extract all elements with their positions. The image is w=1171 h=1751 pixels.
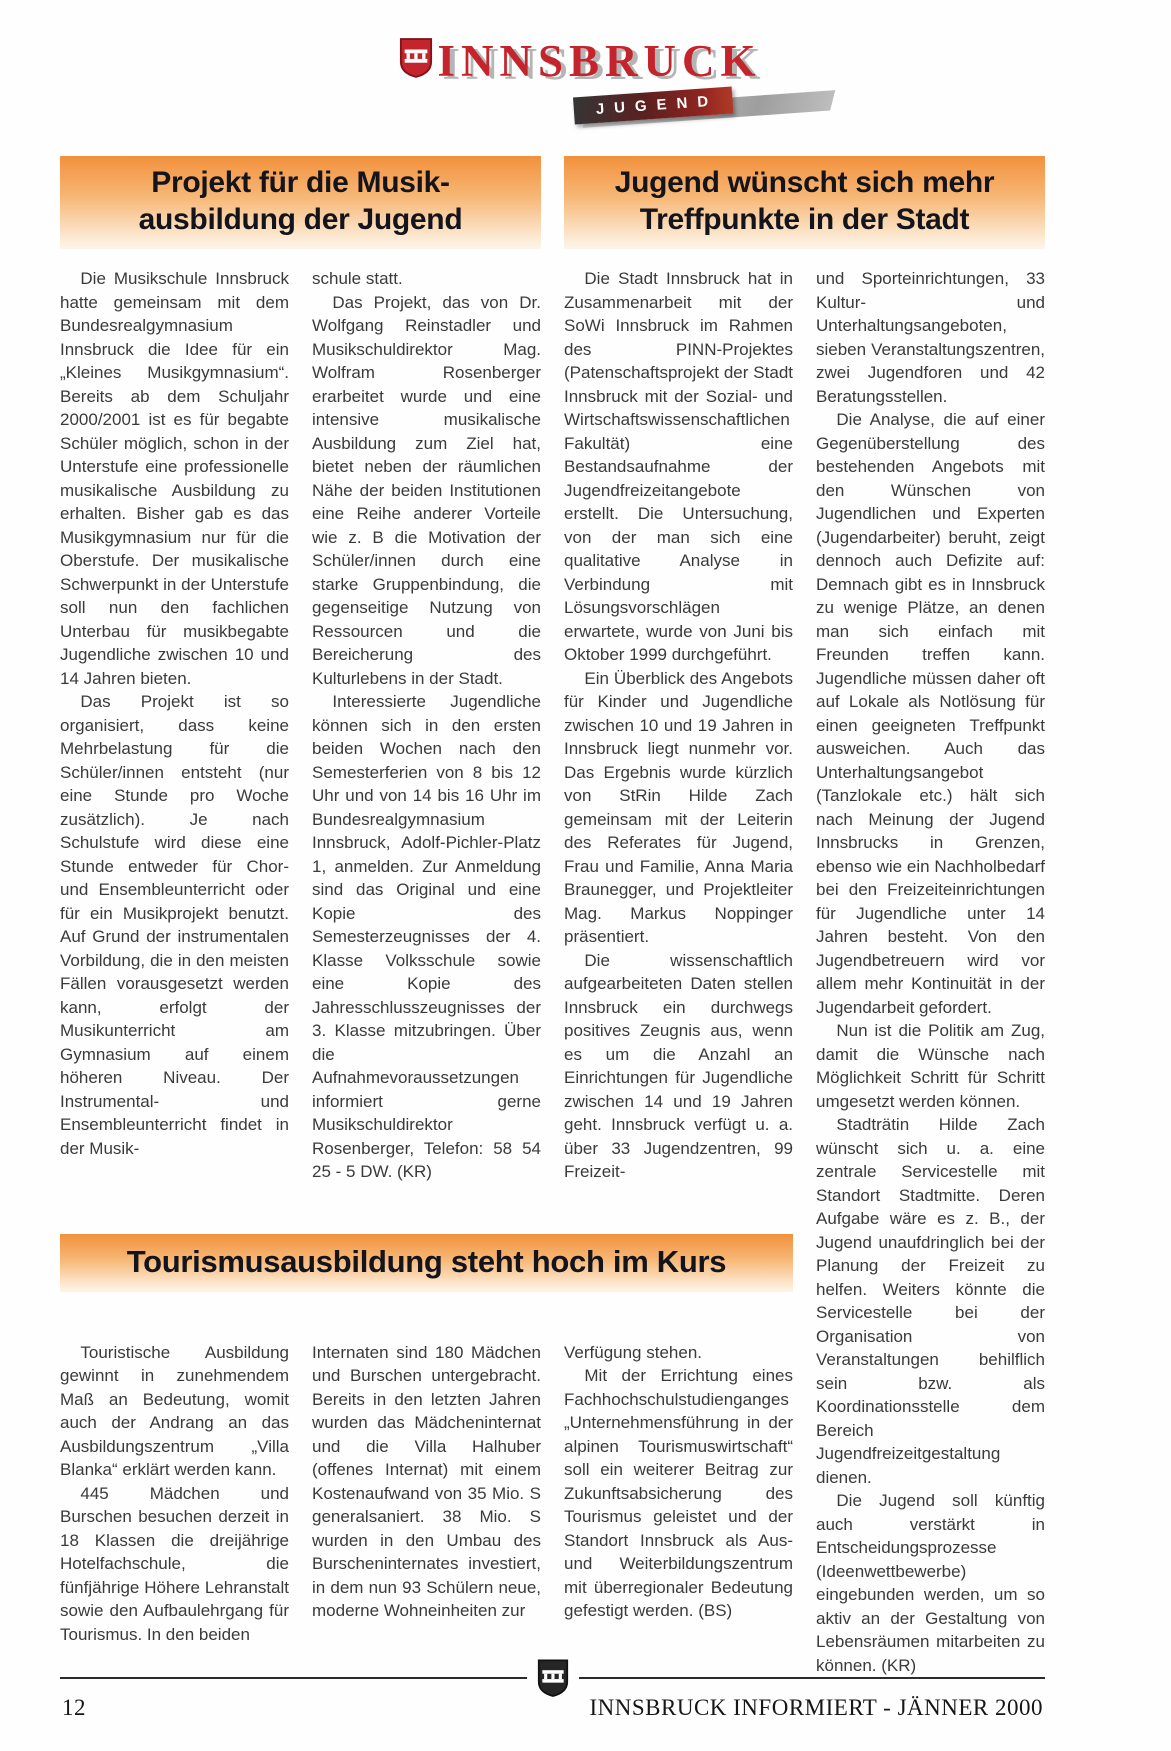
article-treffpunkte-title [564,156,1045,249]
paragraph: Die wissenschaftlich aufgearbeiteten Daten stellen Innsbruck ein durchwegs positives Zeugnis aus, wenn es um die Anzahl an Einrichtungen für Jugendliche zwischen 14 und 19 Jahren geht. Innsbruck verfügt u. a. über 33 Jugendzentren, 99 Freizeit- [564,950,793,1181]
banner-row [88,90,1073,132]
paragraph: schule statt. [312,269,403,288]
paragraph: Die Musikschule Innsbruck hatte gemeinsam mit dem Bundesrealgymnasium Innsbruck die Idee für ein „Kleines Musikgymnasium“. Bereits ab dem Schuljahr 2000/2001 ist es für begabte Schüler möglich, schon in der Unterstufe eine professionelle musikalische Ausbildung zu erhalten. Bisher gab es das Musikgymnasium nur für die Oberstufe. Der musikalische Schwerpunkt in der Unterstufe soll nun den fachlichen Unterbau für musikbegabte Jugendliche zwischen 10 und 14 Jahren bieten. [60,269,289,688]
page-footer [60,1677,1045,1725]
paragraph: Die Analyse, die auf einer Gegenüberstellung des bestehenden Angebots mit den Wünschen von Jugendlichen und Experten (Jugendarbeiter) beruht, zeigt dennoch auch Defizite auf: Demnach gibt es in Innsbruck zu wenige Plätze, an denen man sich einfach mit Freunden treffen kann. Jugendliche müssen daher oft auf Lokale als Notlösung für einen geeigneten Treffpunkt ausweichen. Auch das Unterhaltungsangebot (Tanzlokale etc.) hält sich nach Meinung der Jugend Innsbrucks in Grenzen, ebenso wie ein Nachholbedarf bei den Freizeiteinrichtungen für Jugendliche unter 14 Jahren besteht. Von den Jugendbetreuern wird vor allem mehr Kontinuität in der Jugendarbeit gefordert. [816,410,1045,1017]
article-treffpunkte-column-1 [564,267,793,1184]
article-music-title [60,156,541,249]
article-music-column-2 [312,267,541,1184]
paragraph: Interessierte Jugendliche können sich in den ersten beiden Wochen nach den Semesterferien von 8 bis 12 Uhr und von 14 bis 16 Uhr im Bundesrealgymnasium Innsbruck, Adolf-Pichler-Platz 1, anmelden. Zur Anmeldung sind das Original und eine Kopie des Semesterzeugnisses der 4. Klasse Volksschule sowie eine Kopie des Jahresschlusszeugnisses der 3. Klasse mitzubringen. Über die Aufnahmevoraussetzungen informiert gerne Musikschuldirektor Rosenberger, Telefon: 58 54 25 - 5 DW. (KR) [312,692,541,1181]
paragraph: 445 Mädchen und Burschen besuchen derzeit in 18 Klassen die dreijährige Hotelfachschule, die fünfjährige Höhere Lehranstalt sowie den Aufbaulehrgang für Tourismus. In den beiden [60,1483,289,1644]
footer-crest-icon [537,1658,569,1698]
journal-title: INNSBRUCK INFORMIERT - JÄNNER 2000 [589,1695,1043,1720]
paragraph: und Sporteinrichtungen, 33 Kultur- und Unterhaltungsangeboten, sieben Veranstaltungszentren, zwei Jugendforen und 42 Beratungsstellen. [816,269,1045,406]
jugend-banner: JUGEND [572,87,732,125]
page-number: 12 [62,1695,86,1720]
article-tourismus-column-2 [312,1341,541,1623]
article-tourismus-column-1 [60,1341,289,1647]
headline-line: Projekt für die Musik- [151,166,450,199]
article-treffpunkte-column-2 [816,267,1045,1677]
innsbruck-crest-icon [399,37,433,79]
articles-grid [60,156,1045,1677]
paragraph: Die Jugend soll künftig auch verstärkt in Entscheidungsprozesse (Ideenwettbewerbe) eingebunden werden, um so aktiv an der Gestaltung von Lebensräumen mitarbeiten zu können. (KR) [816,1491,1045,1675]
paragraph: Touristische Ausbildung gewinnt in zunehmendem Maß an Bedeutung, womit auch der Andrang an das Ausbildungszentrum „Villa Blanka“ erklärt werden kann. [60,1342,289,1480]
paragraph: Die Stadt Innsbruck hat in Zusammenarbeit mit der SoWi Innsbruck im Rahmen des PINN-Projektes (Patenschaftsprojekt der Stadt Innsbruck mit der Sozial- und Wirtschaftswissenschaftlichen Fakultät) eine Bestandsaufnahme der Jugendfreizeitangebote erstellt. Die Untersuchung, von der man sich eine qualitative Analyse in Verbindung mit Lösungsvorschlägen erwartete, wurde von Juni bis Oktober 1999 durchgeführt. [564,269,793,664]
headline-line: Tourismusausbildung steht hoch im Kurs [126,1244,727,1280]
headline-line: Treffpunkte in der Stadt [639,203,970,236]
paragraph: Nun ist die Politik am Zug, damit die Wünsche nach Möglichkeit Schritt für Schritt umgesetzt werden können. [816,1021,1045,1111]
paragraph: Mit der Errichtung eines Fachhochschulstudienganges „Unternehmensführung in der alpinen Tourismuswirtschaft“ soll ein weiterer Beitrag zur Zukunftsabsicherung des Tourismus geleistet und der Standort Innsbruck als Aus- und Weiterbildungszentrum mit überregionaler Bedeutung gefestigt werden. (BS) [564,1366,793,1621]
paragraph: Internaten sind 180 Mädchen und Burschen untergebracht. Bereits in den letzten Jahren wurden das Mädcheninternat und die Villa Halhuber (offenes Internat) mit einem Kostenaufwand von 35 Mio. S generalsaniert. 38 Mio. S wurden in den Umbau des Burscheninternates investiert, in dem nun 93 Schülern neue, moderne Wohneinheiten zur [312,1342,541,1621]
headline-line: ausbildung der Jugend [138,203,463,236]
paragraph: Ein Überblick des Angebots für Kinder und Jugendliche zwischen 10 und 19 Jahren in Innsbruck liegt nunmehr vor. Das Ergebnis wurde kürzlich von StRin Hilde Zach gemeinsam mit der Leiterin des Referates für Jugend, Frau und Familie, Anna Maria Braunegger, und Projektleiter Mag. Markus Noppinger präsentiert. [564,668,793,946]
paragraph: Das Projekt ist so organisiert, dass keine Mehrbelastung für die Schüler/innen entsteht (nur eine Stunde pro Woche zusätzlich). Je nach Schulstufe wird diese eine Stunde entweder für Chor- und Ensembleunterricht oder für ein Musikprojekt benutzt. Auf Grund der instrumentalen Vorbildung, die in den meisten Fällen vorausgesetzt werden kann, erfolgt der Musikunterricht am Gymnasium auf einem höheren Niveau. Der Instrumental- und Ensembleunterricht findet in der Musik- [60,692,289,1158]
logo-text: INNSBRUCK [437,35,762,86]
paragraph: Stadträtin Hilde Zach wünscht sich u. a. eine zentrale Servicestelle mit Standort Stadtmitte. Deren Aufgabe wäre es z. B., der Jugend unaufdringlich bei der Planung der Freizeit zu helfen. Weiters könnte die Servicestelle bei der Organisation von Veranstaltungen behilflich sein bzw. als Koordinationsstelle dem Bereich Jugendfreizeitgestaltung dienen. [816,1115,1045,1487]
headline-line: Jugend wünscht sich mehr [614,166,995,199]
article-music-column-1 [60,267,289,1160]
article-tourismus-column-3 [564,1341,793,1623]
paragraph: Verfügung stehen. [564,1342,703,1362]
paragraph: Das Projekt, das von Dr. Wolfgang Reinstadler und Musikschuldirektor Mag. Wolfram Rosenberger erarbeitet wurde und eine intensive musikalische Ausbildung zum Ziel hat, bietet neben der räumlichen Nähe der beiden Institutionen eine Reihe anderer Vorteile wie z. B die Motivation der Schüler/innen durch eine starke Gruppenbindung, die gegenseitige Nutzung von Ressourcen und die Bereicherung des Kulturlebens in der Stadt. [312,292,541,688]
masthead [88,32,1073,132]
logo-row [88,32,1073,90]
footer-crest-wrap [527,1658,579,1698]
article-tourismus-title [60,1234,793,1292]
